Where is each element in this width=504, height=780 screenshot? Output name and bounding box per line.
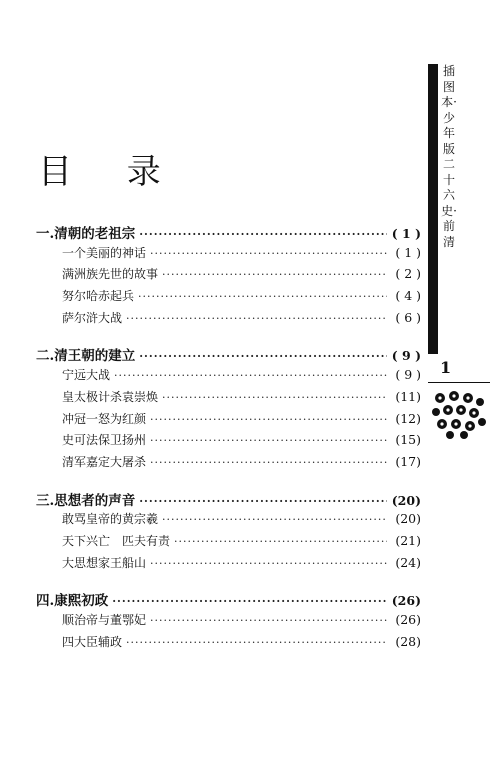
dot-leader <box>112 595 387 608</box>
chapter-page: ( 1 ) <box>391 226 421 241</box>
entry-title: 萨尔浒大战 <box>62 310 123 325</box>
chapter-page: (20) <box>391 492 421 508</box>
toc-chapter <box>36 489 421 576</box>
entry-title: 史可法保卫扬州 <box>62 433 147 448</box>
toc-chapter-heading[interactable] <box>36 589 421 611</box>
toc-entry[interactable] <box>36 287 421 309</box>
entry-page: (15) <box>395 432 421 448</box>
entry-title: 清军嘉定大屠杀 <box>62 454 147 469</box>
dot-leader <box>126 312 387 325</box>
chapter-page: (26) <box>391 593 421 609</box>
side-banner-text: 插图本·少年版二十六史·前清 <box>441 64 457 249</box>
chapter-page: ( 9 ) <box>391 348 421 364</box>
entry-page: (11) <box>395 388 421 404</box>
entry-title: 一个美丽的神话 <box>62 245 147 260</box>
dot-leader <box>150 247 387 260</box>
dot-leader <box>162 513 387 526</box>
entry-title: 敢骂皇帝的黄宗羲 <box>62 512 159 527</box>
toc-entry[interactable] <box>36 453 421 475</box>
toc-entry[interactable] <box>36 510 421 532</box>
dot-leader <box>138 290 387 303</box>
side-divider <box>428 382 490 383</box>
dot-leader <box>139 495 387 508</box>
toc-chapter <box>36 222 421 330</box>
dot-leader <box>150 557 387 570</box>
toc-entry[interactable] <box>36 366 421 388</box>
entry-title: 大思想家王船山 <box>62 555 147 570</box>
entry-page: (17) <box>395 453 421 469</box>
entry-page: (28) <box>395 633 421 649</box>
table-of-contents <box>36 222 421 668</box>
toc-entry[interactable] <box>36 388 421 410</box>
toc-entry[interactable] <box>36 611 421 633</box>
dot-leader <box>174 535 387 548</box>
entry-page: (20) <box>395 511 421 527</box>
chapter-title: 三.思想者的声音 <box>36 492 136 509</box>
toc-entry[interactable] <box>36 410 421 432</box>
toc-chapter-heading[interactable] <box>36 344 421 366</box>
dot-leader <box>139 228 387 241</box>
toc-entry[interactable] <box>36 431 421 453</box>
dot-leader <box>162 268 387 281</box>
toc-chapter <box>36 344 421 474</box>
dot-leader <box>162 391 387 404</box>
entry-title: 四大臣辅政 <box>62 634 123 649</box>
entry-title: 努尔哈赤起兵 <box>62 289 135 304</box>
entry-title: 皇太极计杀袁崇焕 <box>62 389 159 404</box>
toc-entry[interactable] <box>36 309 421 331</box>
entry-title: 顺治帝与董鄂妃 <box>62 613 147 627</box>
entry-title: 满洲族先世的故事 <box>62 267 159 282</box>
toc-entry[interactable] <box>36 244 421 266</box>
entry-page: ( 6 ) <box>395 309 421 325</box>
side-page-number: 1 <box>440 358 452 377</box>
entry-title: 宁远大战 <box>62 368 111 383</box>
chapter-title: 四.康熙初政 <box>36 593 109 610</box>
chapter-title: 二.清王朝的建立 <box>36 348 136 365</box>
dot-leader <box>139 350 387 363</box>
entry-page: ( 4 ) <box>395 288 421 304</box>
entry-page: ( 9 ) <box>395 367 421 383</box>
entry-page: (12) <box>395 410 421 426</box>
toc-chapter-heading[interactable] <box>36 489 421 511</box>
entry-page: (21) <box>395 532 421 548</box>
floral-ornament-icon <box>430 388 488 440</box>
dot-leader <box>150 413 387 426</box>
side-banner-strip <box>428 64 438 354</box>
entry-page: (24) <box>395 554 421 570</box>
entry-title: 冲冠一怒为红颜 <box>62 411 147 426</box>
toc-entry[interactable] <box>36 633 421 655</box>
toc-entry[interactable] <box>36 265 421 287</box>
dot-leader <box>126 636 387 649</box>
entry-page: ( 2 ) <box>395 266 421 282</box>
toc-chapter <box>36 589 421 654</box>
dot-leader <box>114 369 387 382</box>
entry-page: (26) <box>395 612 421 627</box>
page-title: 目 录 <box>38 152 183 192</box>
toc-entry[interactable] <box>36 554 421 576</box>
dot-leader <box>150 456 387 469</box>
chapter-title: 一.清朝的老祖宗 <box>36 226 136 242</box>
dot-leader <box>150 434 387 447</box>
entry-title: 天下兴亡 匹夫有责 <box>62 533 171 548</box>
toc-entry[interactable] <box>36 532 421 554</box>
toc-chapter-heading[interactable] <box>36 222 421 244</box>
entry-page: ( 1 ) <box>395 244 421 260</box>
dot-leader <box>150 614 387 627</box>
